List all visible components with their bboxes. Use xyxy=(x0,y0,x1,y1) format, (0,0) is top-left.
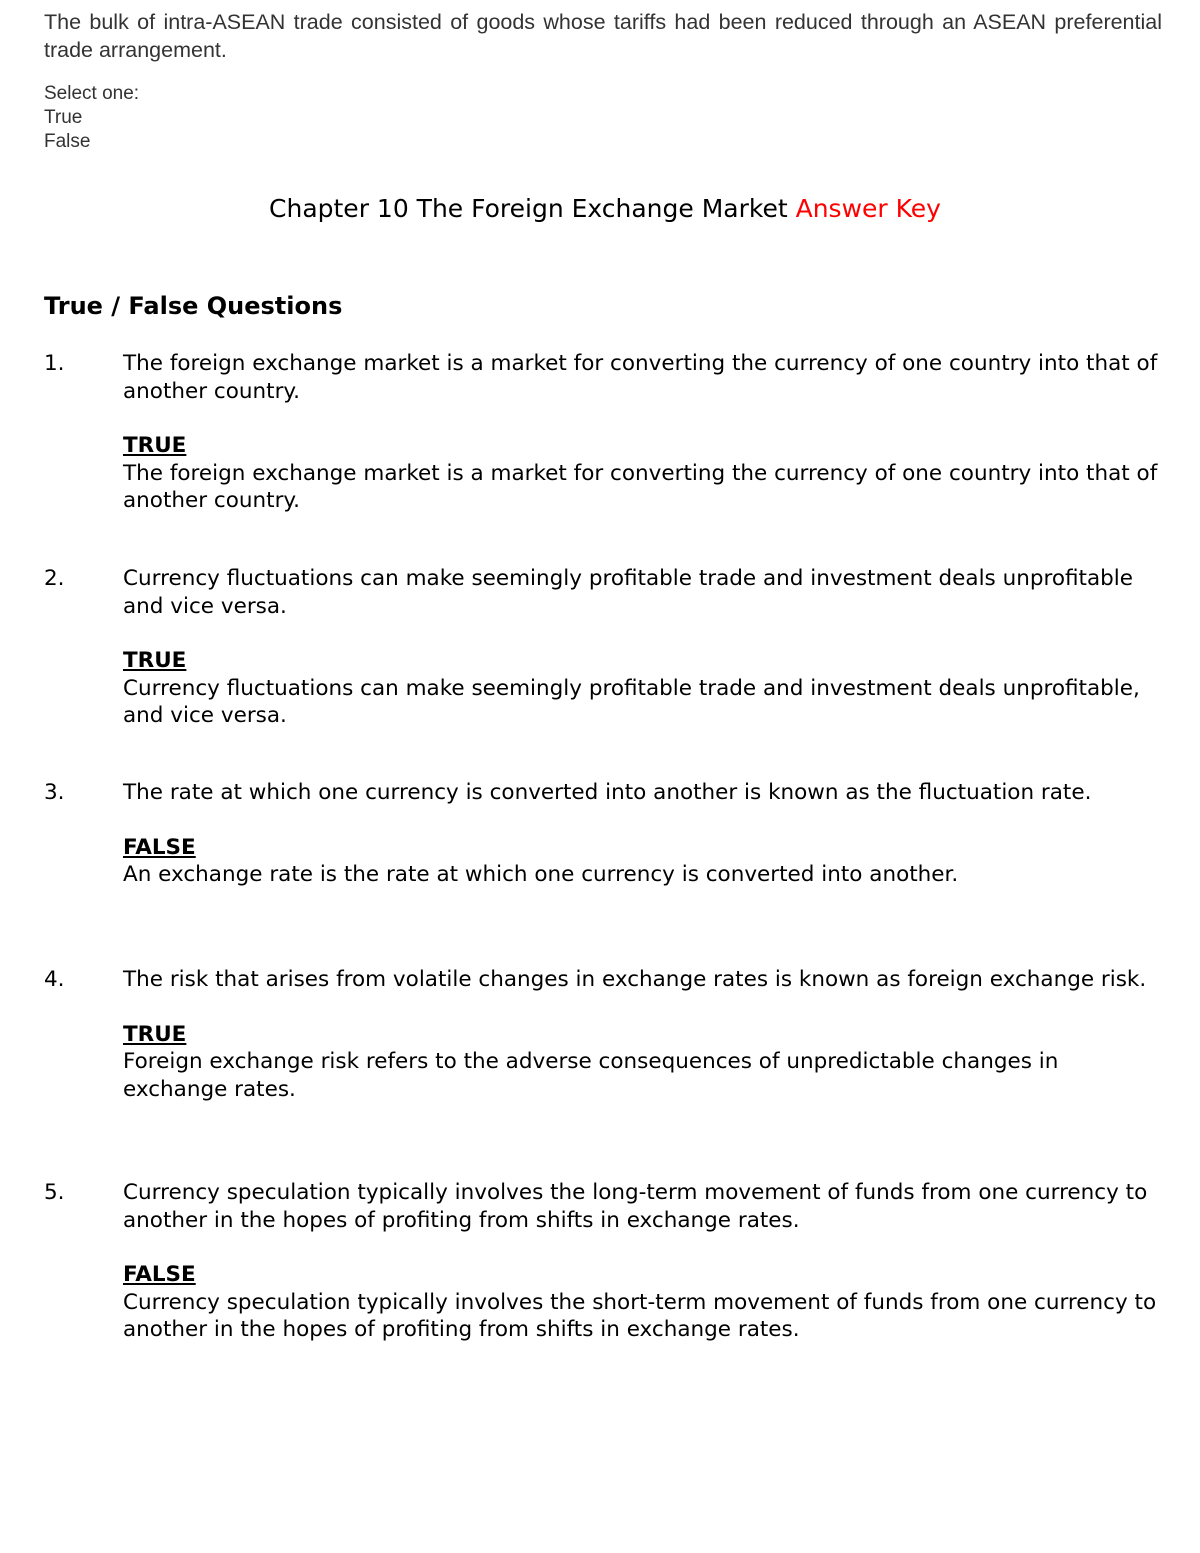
question-text: The rate at which one currency is converted into another is known as the fluctuation rate. xyxy=(123,780,1092,805)
question-number: 2. xyxy=(44,566,65,591)
option-false: False xyxy=(44,131,91,152)
intro-statement: The bulk of intra-ASEAN trade consisted of goods whose tariffs had been reduced through an ASEAN preferential trade arrangement. xyxy=(44,10,1162,62)
answer-block xyxy=(123,647,1163,730)
question-number: 4. xyxy=(44,967,65,992)
page-title-accent: Answer Key xyxy=(795,194,941,223)
question-number: 3. xyxy=(44,780,65,805)
answer-label: FALSE xyxy=(123,1262,196,1287)
page-title-main: Chapter 10 The Foreign Exchange Market xyxy=(269,194,788,223)
question-item xyxy=(44,565,1164,730)
answer-label: TRUE xyxy=(123,1021,187,1047)
answer-block xyxy=(123,432,1163,515)
question-item xyxy=(44,966,1164,1103)
question-text: Currency fluctuations can make seemingly profitable trade and investment deals unprofitable and vice versa. xyxy=(123,566,1133,619)
question-number: 1. xyxy=(44,351,65,376)
option-true: True xyxy=(44,107,83,128)
answer-block xyxy=(123,1261,1163,1344)
question-item xyxy=(44,779,1164,889)
question-item xyxy=(44,1179,1164,1344)
select-one-block xyxy=(44,82,139,154)
answer-label: TRUE xyxy=(123,433,187,458)
question-text: The foreign exchange market is a market for converting the currency of one country into that of another country. xyxy=(123,351,1158,404)
answer-label: FALSE xyxy=(123,834,196,860)
answer-block xyxy=(123,834,1163,889)
answer-explanation: The foreign exchange market is a market for converting the currency of one country into that of another country. xyxy=(123,460,1158,513)
question-text: The risk that arises from volatile changes in exchange rates is known as foreign exchange risk. xyxy=(123,967,1147,992)
answer-block xyxy=(123,1021,1163,1104)
answer-explanation: Currency fluctuations can make seemingly profitable trade and investment deals unprofitable, and vice versa. xyxy=(123,675,1140,728)
answer-explanation: Foreign exchange risk refers to the adverse consequences of unpredictable changes in exchange rates. xyxy=(123,1049,1059,1102)
answer-explanation: An exchange rate is the rate at which one currency is converted into another. xyxy=(123,862,959,887)
answer-explanation: Currency speculation typically involves the short-term movement of funds from one currency to another in the hopes of profiting from shifts in exchange rates. xyxy=(123,1289,1157,1342)
question-text: Currency speculation typically involves the long-term movement of funds from one currency to another in the hopes of profiting from shifts in exchange rates. xyxy=(123,1180,1148,1233)
answer-label: TRUE xyxy=(123,648,187,673)
question-number: 5. xyxy=(44,1180,65,1205)
select-one-label: Select one: xyxy=(44,83,140,104)
page-title xyxy=(0,192,1200,226)
question-item xyxy=(44,350,1164,515)
section-heading: True / False Questions xyxy=(44,292,343,320)
